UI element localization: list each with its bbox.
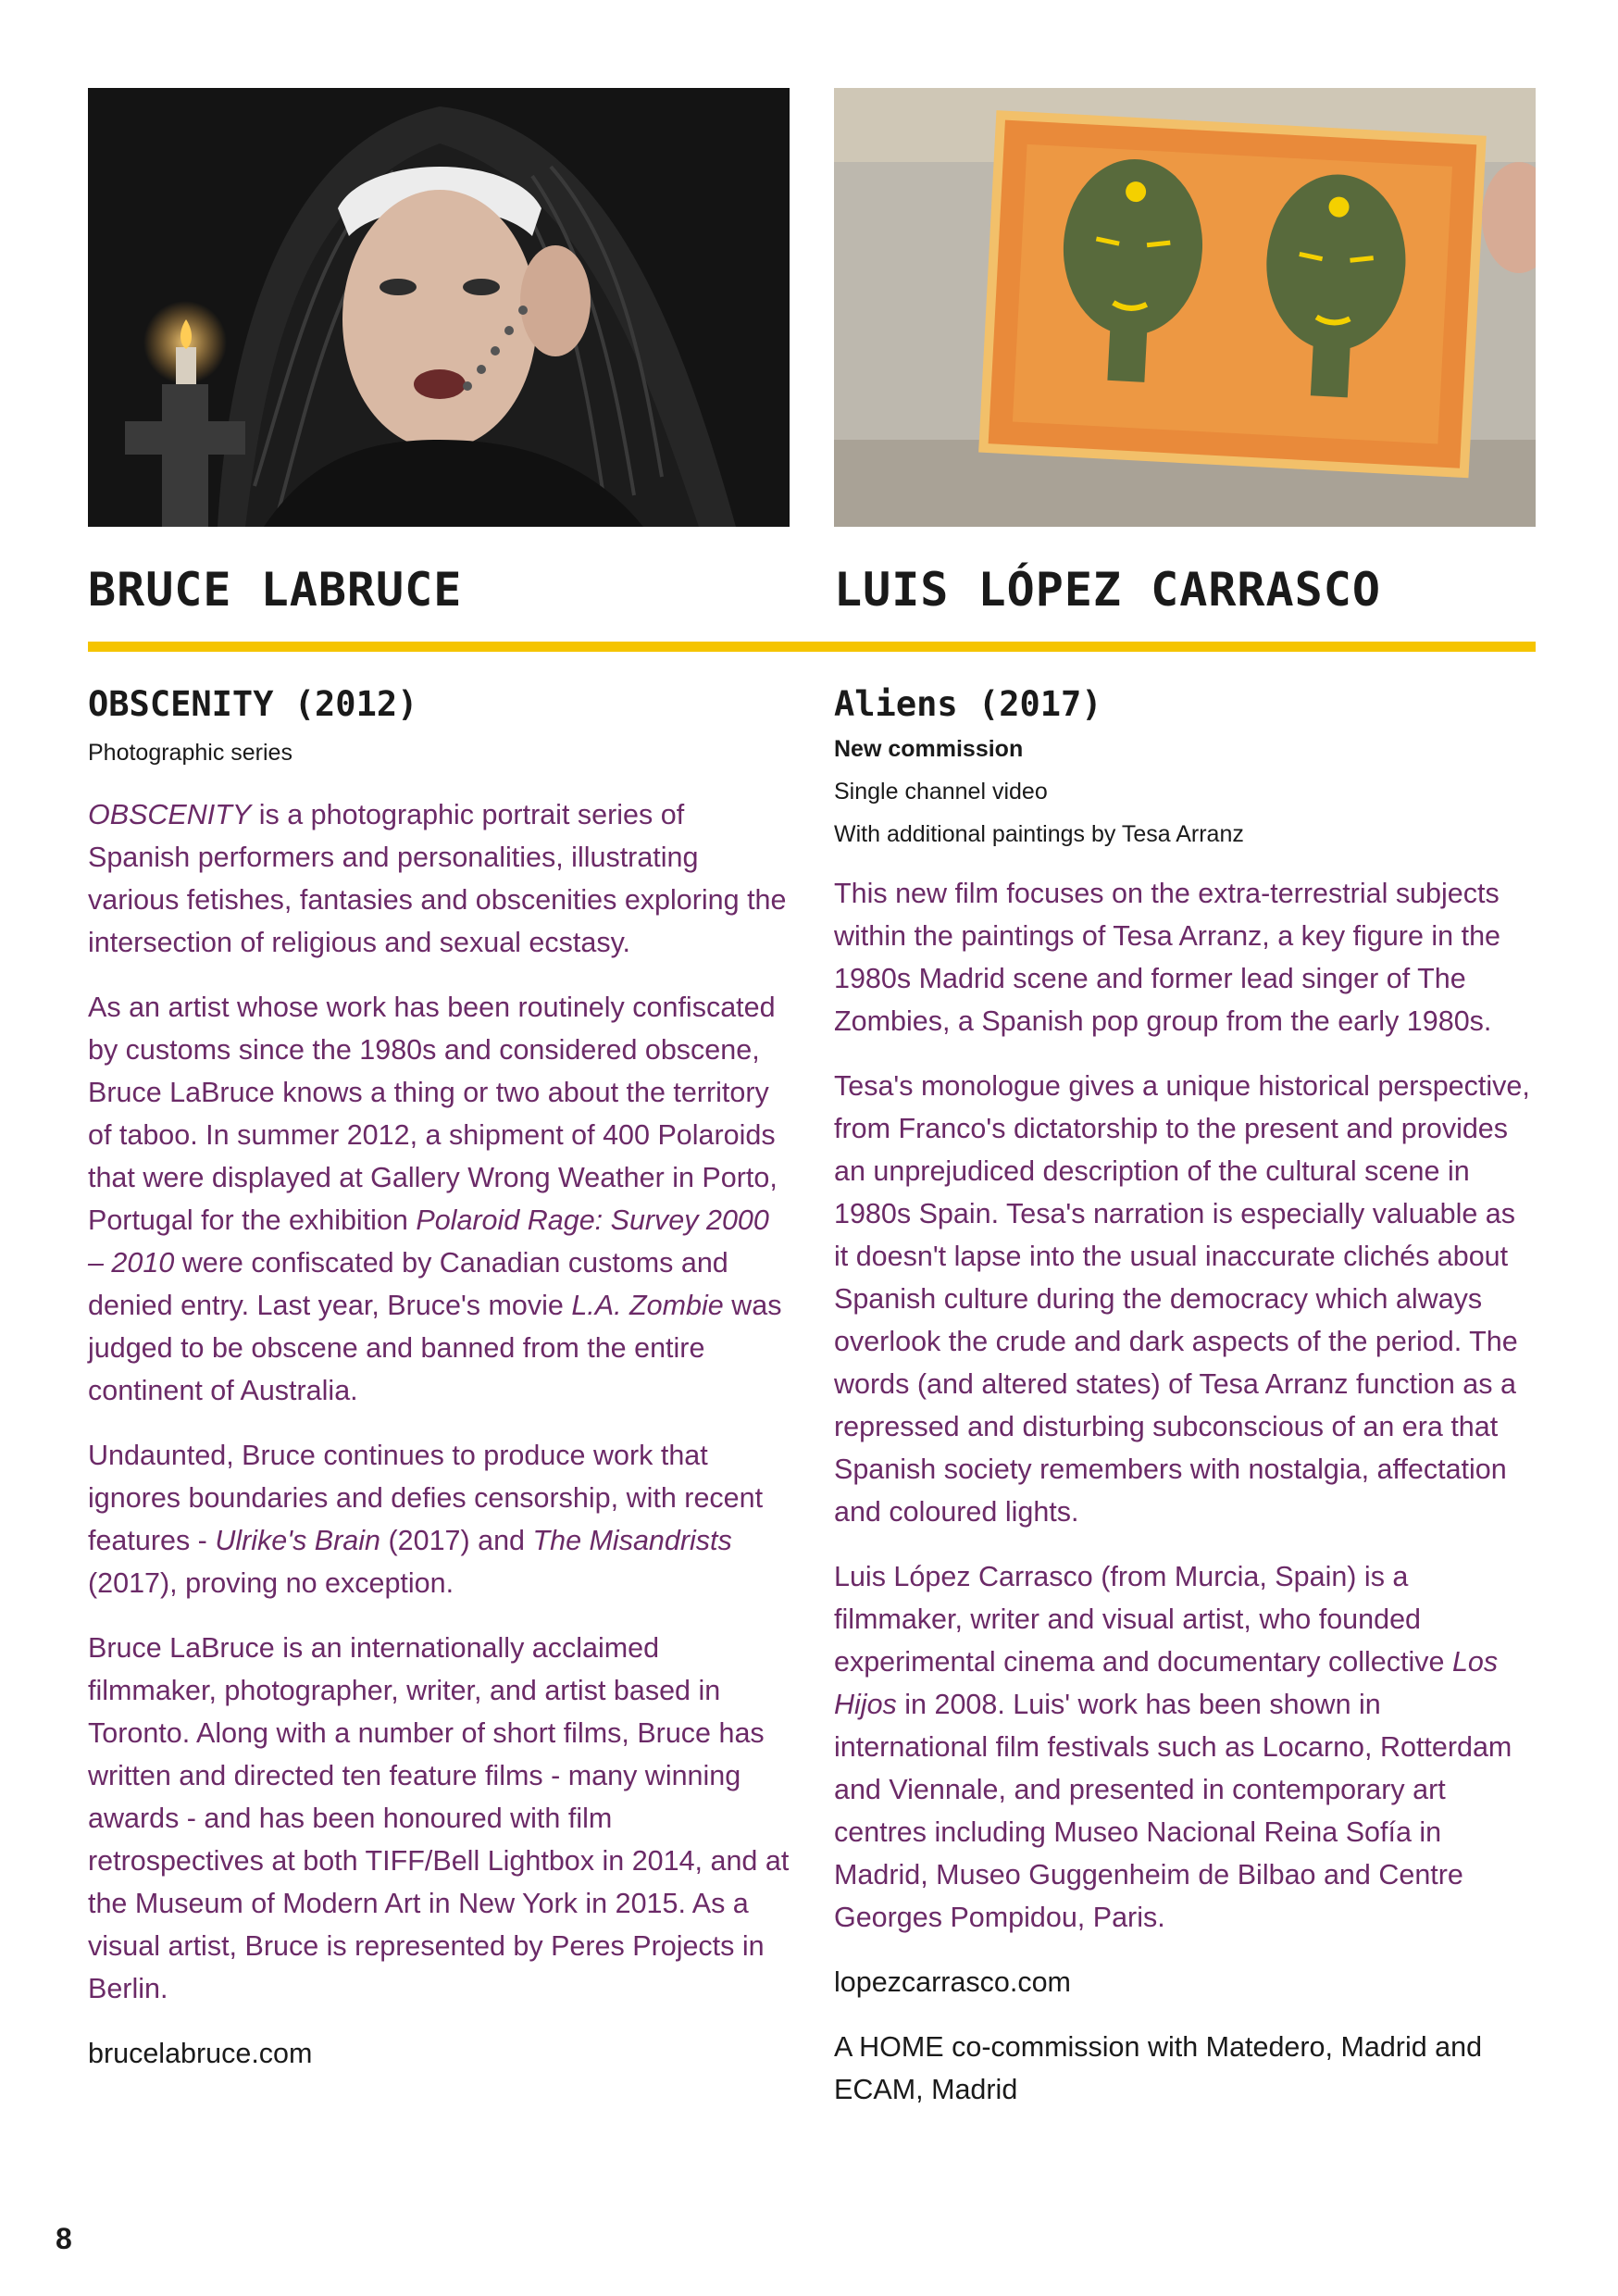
artist-website[interactable]: brucelabruce.com bbox=[88, 2038, 313, 2069]
artist-name: LUIS LÓPEZ CARRASCO bbox=[834, 563, 1381, 617]
work-credit: With additional paintings by Tesa Arranz bbox=[834, 821, 1244, 847]
commission-label: New commission bbox=[834, 736, 1024, 762]
work-meta bbox=[88, 731, 790, 774]
work-medium: Single channel video bbox=[834, 779, 1048, 805]
work-medium: Photographic series bbox=[88, 740, 292, 766]
right-body bbox=[834, 872, 1536, 2133]
paragraph: Bruce LaBruce is an internationally acclaimed filmmaker, photographer, writer, and artist based in Toronto. Along with a number of short films, Bruce has written and directed ten feature films - many winning awards - and has been honoured with film retrospectives at both TIFF/Bell Lightbox in 2014, and at the Museum of Modern Art in New York in 2015. As a visual artist, Bruce is represented by Peres Projects in Berlin. bbox=[88, 1632, 790, 2004]
accent-rule bbox=[88, 642, 1536, 652]
left-body bbox=[88, 793, 790, 2097]
feature-title-emphasis: The Misandrists bbox=[532, 1525, 732, 1556]
alien-painting-image bbox=[834, 88, 1536, 527]
paragraph: Undaunted, Bruce continues to produce work that ignores boundaries and defies censorship, with recent features - Ulrike's Brain (2017) and The Misandrists (2017), proving no exception. bbox=[88, 1440, 764, 1599]
paragraph: As an artist whose work has been routinely confiscated by customs since the 1980s and considered obscene, Bruce LaBruce knows a thing or two about the territory of taboo. In summer 2012, a shipment of 400 Polaroids that were displayed at Gallery Wrong Weather in Porto, Portugal for the exhibition Polaroid Rage: Survey 2000 – 2010 were confiscated by Canadian customs and denied entry. Last year, Bruce's movie L.A. Zombie was judged to be obscene and banned from the entire continent of Australia. bbox=[88, 992, 782, 1406]
artist-website[interactable]: lopezcarrasco.com bbox=[834, 1966, 1071, 1998]
work-title-emphasis: OBSCENITY bbox=[88, 799, 252, 830]
work-title: OBSCENITY (2012) bbox=[88, 684, 418, 724]
paragraph: Luis López Carrasco (from Murcia, Spain) is a filmmaker, writer and visual artist, who founded experimental cinema and documentary collective Los Hijos in 2008. Luis' work has been shown in international film festivals such as Locarno, Rotterdam and Viennale, and presented in contemporary art centres including Museo Nacional Reina Sofía in Madrid, Museo Guggenheim de Bilbao and Centre Georges Pompidou, Paris. bbox=[834, 1561, 1512, 1933]
movie-title-emphasis: L.A. Zombie bbox=[571, 1290, 724, 1321]
paragraph: This new film focuses on the extra-terrestrial subjects within the paintings of Tesa Arranz, a key figure in the 1980s Madrid scene and former lead singer of The Zombies, a Spanish pop group from the early 1980s. bbox=[834, 878, 1500, 1037]
paragraph: Tesa's monologue gives a unique historical perspective, from Franco's dictatorship to the present and provides an unprejudiced description of the cultural scene in 1980s Spain. Tesa's narration is especially valuable as it doesn't lapse into the usual inaccurate clichés about Spanish culture during the democracy which always overlook the crude and dark aspects of the period. The words (and altered states) of Tesa Arranz function as a repressed and disturbing subconscious of an era that Spanish society remembers with nostalgia, affectation and coloured lights. bbox=[834, 1070, 1530, 1528]
work-meta bbox=[834, 728, 1536, 855]
artist-name: BRUCE LABRUCE bbox=[88, 563, 463, 617]
obscenity-photo bbox=[88, 88, 790, 527]
work-title: Aliens (2017) bbox=[834, 684, 1102, 724]
aliens-still bbox=[834, 88, 1536, 527]
collective-name-emphasis: Los Hijos bbox=[834, 1646, 1499, 1720]
page-number: 8 bbox=[56, 2222, 72, 2255]
exhibition-title-emphasis: Polaroid Rage: Survey 2000 – 2010 bbox=[88, 1204, 769, 1279]
feature-title-emphasis: Ulrike's Brain bbox=[215, 1525, 381, 1556]
nun-portrait-image bbox=[88, 88, 790, 527]
co-commission-credit: A HOME co-commission with Matedero, Madrid and ECAM, Madrid bbox=[834, 2031, 1483, 2105]
paragraph: OBSCENITY is a photographic portrait series of Spanish performers and personalities, illustrating various fetishes, fantasies and obscenities exploring the intersection of religious and sexual ecstasy. bbox=[88, 799, 787, 958]
